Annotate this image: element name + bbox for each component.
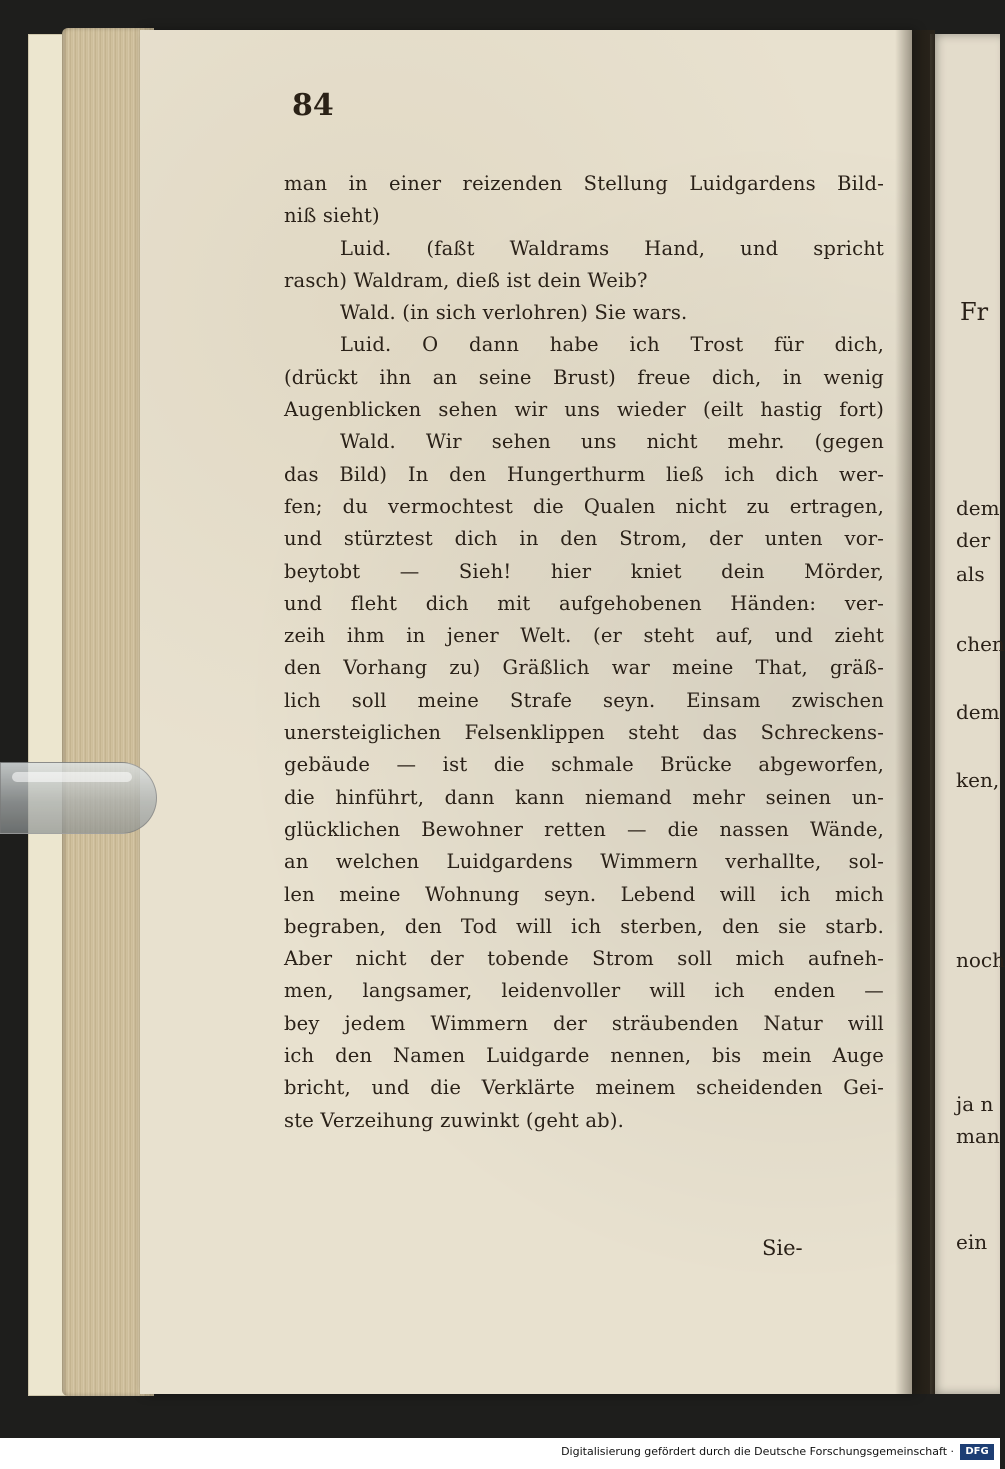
right-page-fragment: noch — [956, 948, 1005, 972]
right-page-fragment: ein — [956, 1230, 988, 1254]
catchword: Sie- — [762, 1236, 803, 1260]
text-line: Wald. Wir sehen uns nicht mehr. (gegen — [340, 430, 884, 454]
text-line: an welchen Luidgardens Wimmern verhallte, sol- — [284, 850, 884, 874]
text-line: bey jedem Wimmern der sträubenden Natur will — [284, 1011, 884, 1035]
text-line: ich den Namen Luidgarde nennen, bis mein Auge — [284, 1044, 884, 1068]
right-page-fragment: als — [956, 562, 985, 586]
text-line: (drückt ihn an seine Brust) freue dich, in wenig — [284, 365, 884, 389]
text-line: glücklichen Bewohner retten — die nassen Wände, — [284, 817, 884, 841]
text-line: und fleht dich mit aufgehobenen Händen: ver- — [284, 591, 884, 615]
page-number: 84 — [292, 88, 334, 123]
page-text — [284, 168, 884, 1137]
book-gutter — [895, 30, 935, 1394]
right-page-fragment: der — [956, 528, 991, 552]
right-page-fragment: ja n — [956, 1092, 994, 1116]
text-line: das Bild) In den Hungerthurm ließ ich dich wer- — [284, 462, 884, 486]
text-line: unersteiglichen Felsenklippen steht das Schreckens- — [284, 721, 884, 745]
text-line: niß sieht) — [284, 204, 380, 228]
text-line: bricht, und die Verklärte meinem scheidenden Gei- — [284, 1076, 884, 1100]
text-line: len meine Wohnung seyn. Lebend will ich mich — [284, 882, 884, 906]
text-line: Aber nicht der tobende Strom soll mich aufneh- — [284, 947, 884, 971]
text-line: Luid. O dann habe ich Trost für dich, — [340, 333, 884, 357]
right-page-fragment: Fr — [960, 298, 989, 326]
page-clip-highlight — [12, 772, 132, 782]
text-line: begraben, den Tod will ich sterben, den sie starb. — [284, 914, 884, 938]
right-page-fragment: dem — [956, 700, 1000, 724]
dfg-logo: DFG — [960, 1444, 994, 1460]
footer-credit: Digitalisierung gefördert durch die Deutsche Forschungsgemeinschaft · — [561, 1445, 954, 1458]
text-line: rasch) Waldram, dieß ist dein Weib? — [284, 268, 648, 292]
text-line: beytobt — Sieh! hier kniet dein Mörder, — [284, 559, 884, 583]
right-page-fragment: man — [956, 1124, 1000, 1148]
text-line: zeih ihm in jener Welt. (er steht auf, und zieht — [284, 624, 884, 648]
text-line: den Vorhang zu) Gräßlich war meine That, gräß- — [284, 656, 884, 680]
text-line: men, langsamer, leidenvoller will ich enden — — [284, 979, 884, 1003]
text-line: Wald. (in sich verlohren) Sie wars. — [340, 301, 688, 325]
text-line: fen; du vermochtest die Qualen nicht zu ertragen, — [284, 494, 884, 518]
text-line: man in einer reizenden Stellung Luidgardens Bild- — [284, 172, 884, 195]
text-line: lich soll meine Strafe seyn. Einsam zwischen — [284, 688, 884, 712]
text-line: ste Verzeihung zuwinkt (geht ab). — [284, 1108, 625, 1132]
text-line: gebäude — ist die schmale Brücke abgeworfen, — [284, 753, 884, 777]
right-page-fragment: chen — [956, 632, 1005, 656]
text-line: Luid. (faßt Waldrams Hand, und spricht — [340, 236, 884, 260]
text-line: die hinführt, dann kann niemand mehr seinen un- — [284, 785, 884, 809]
right-page-fragment: ken, — [956, 768, 1000, 792]
text-line: Augenblicken sehen wir uns wieder (eilt hastig fort) — [284, 398, 884, 422]
right-page-fragment: dem — [956, 496, 1000, 520]
text-line: und stürztest dich in den Strom, der unten vor- — [284, 527, 884, 551]
